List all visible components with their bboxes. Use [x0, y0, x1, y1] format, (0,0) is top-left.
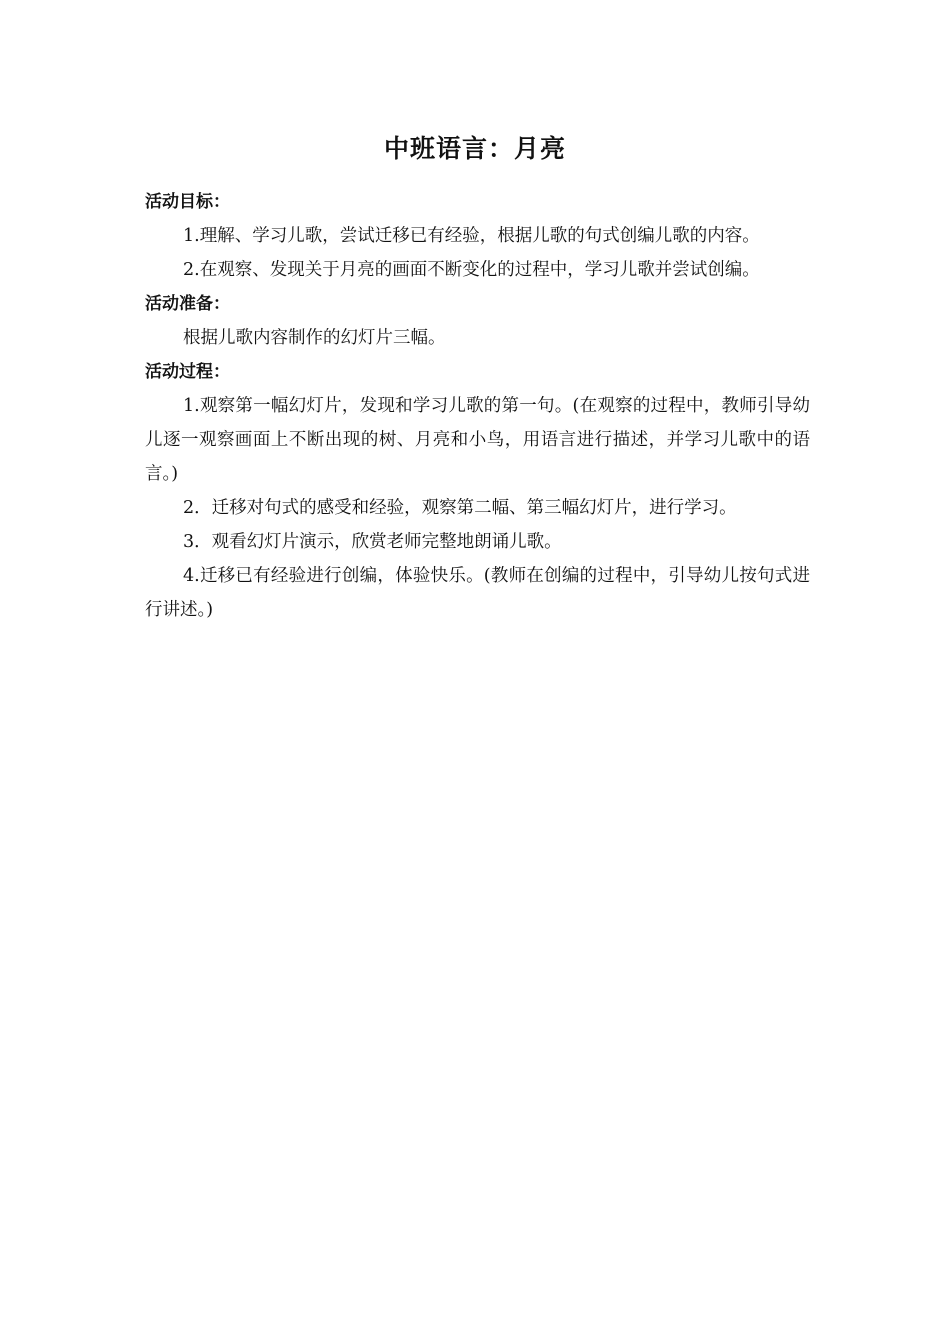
section-heading: 活动过程： [145, 362, 230, 382]
document-body [145, 185, 810, 627]
paragraph: 2．迁移对句式的感受和经验，观察第二幅、第三幅幻灯片，进行学习。 [183, 498, 737, 518]
paragraph: 根据儿歌内容制作的幻灯片三幅。 [183, 328, 446, 348]
page-title: 中班语言：月亮 [383, 134, 566, 163]
section-process [145, 355, 810, 627]
paragraph: 3．观看幻灯片演示，欣赏老师完整地朗诵儿歌。 [183, 532, 562, 552]
paragraph: 2.在观察、发现关于月亮的画面不断变化的过程中，学习儿歌并尝试创编。 [183, 260, 760, 280]
paragraph: 1.理解、学习儿歌，尝试迁移已有经验，根据儿歌的句式创编儿歌的内容。 [183, 226, 760, 246]
paragraph: 1.观察第一幅幻灯片，发现和学习儿歌的第一句。(在观察的过程中，教师引导幼儿逐一观察画面上不断出现的树、月亮和小鸟，用语言进行描述，并学习儿歌中的语言。) [145, 396, 810, 484]
paragraph: 4.迁移已有经验进行创编，体验快乐。(教师在创编的过程中，引导幼儿按句式进行讲述。) [145, 566, 810, 620]
section-objectives [145, 185, 810, 287]
section-heading: 活动准备： [145, 294, 230, 314]
section-preparation [145, 287, 810, 355]
section-heading: 活动目标： [145, 192, 230, 212]
